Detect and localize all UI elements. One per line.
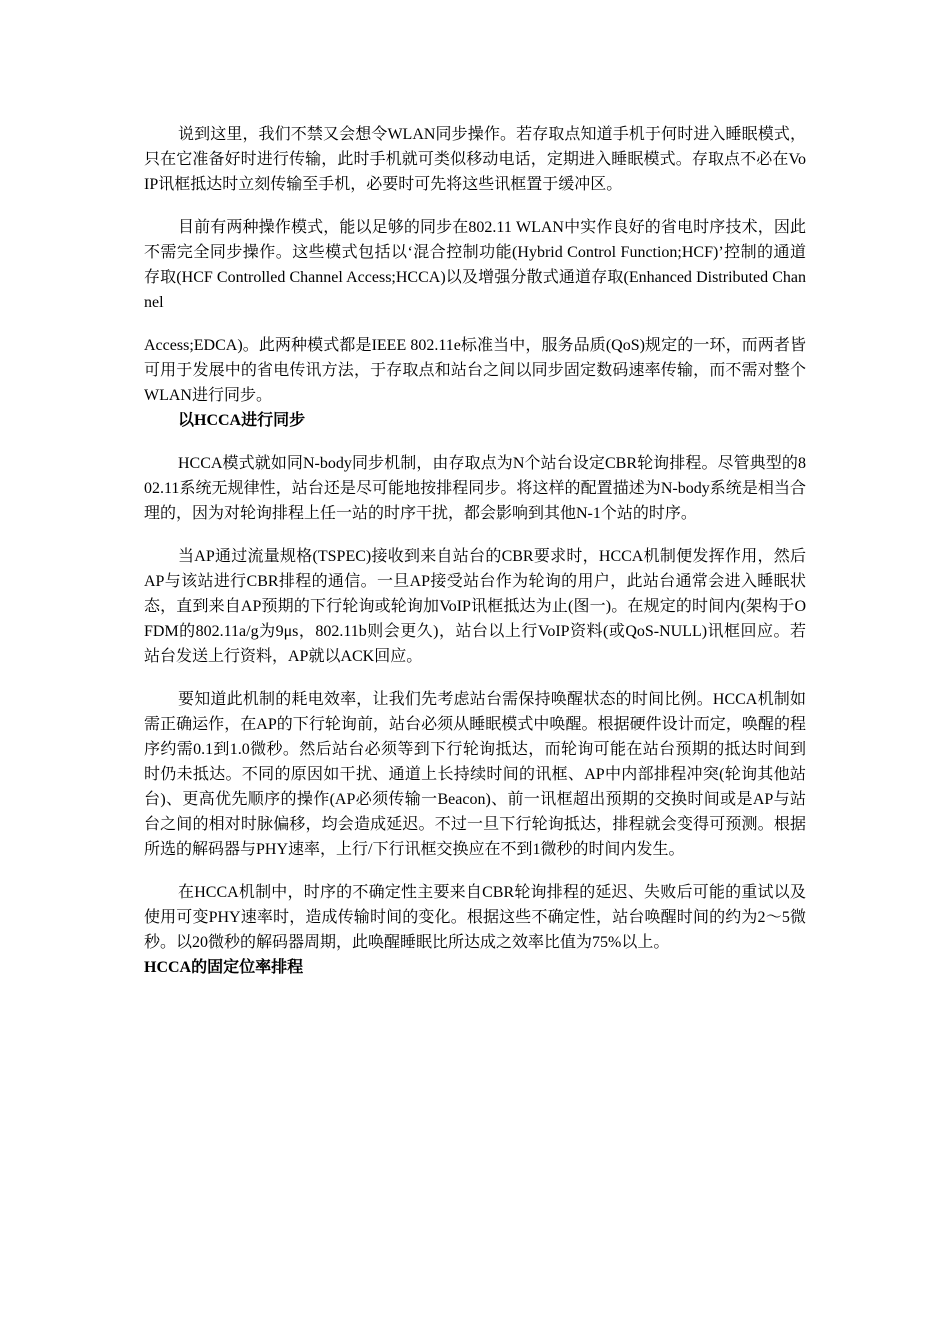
paragraph-wlan-sync-intro: 说到这里，我们不禁又会想令WLAN同步操作。若存取点知道手机于何时进入睡眠模式，只在它准备好时进行传输，此时手机就可类似移动电话，定期进入睡眠模式。存取点不必在VoIP讯框抵达时立刻传输至手机，必要时可先将这些讯框置于缓冲区。: [144, 126, 806, 193]
paragraph-operation-modes: 目前有两种操作模式，能以足够的同步在802.11 WLAN中实作良好的省电时序技术，因此不需完全同步操作。这些模式包括以‘混合控制功能(Hybrid Control Function;HCF)’控制的通道存取(HCF Controlled Channel Access;HCCA)以及增强分散式通道存取(Enhanced Distributed Channel: [144, 219, 806, 311]
section-heading-hcca-sync: 以HCCA进行同步: [178, 412, 306, 429]
paragraph-edca-qos: Access;EDCA)。此两种模式都是IEEE 802.11e标准当中，服务品质(QoS)规定的一环，而两者皆可用于发展中的省电传讯方法，于存取点和站台之间以同步固定数码速率传输，而不需对整个WLAN进行同步。: [144, 337, 806, 404]
paragraph-hcca-nbody: HCCA模式就如同N-body同步机制，由存取点为N个站台设定CBR轮询排程。尽管典型的802.11系统无规律性，站台还是尽可能地按排程同步。将这样的配置描述为N-body系统是相当合理的，因为对轮询排程上任一站的时序干扰，都会影响到其他N-1个站的时序。: [144, 455, 806, 522]
document-page: [144, 122, 806, 980]
section-heading-hcca-cbr-schedule: HCCA的固定位率排程: [144, 959, 304, 976]
paragraph-power-efficiency: 要知道此机制的耗电效率，让我们先考虑站台需保持唤醒状态的时间比例。HCCA机制如需正确运作，在AP的下行轮询前，站台必须从睡眠模式中唤醒。根据硬件设计而定，唤醒的程序约需0.1到1.0微秒。然后站台必须等到下行轮询抵达，而轮询可能在站台预期的抵达时间到时仍未抵达。不同的原因如干扰、通道上长持续时间的讯框、AP中内部排程冲突(轮询其他站台)、更高优先顺序的操作(AP必须传输一Beacon)、前一讯框超出预期的交换时间或是AP与站台之间的相对时脉偏移，均会造成延迟。不过一旦下行轮询抵达，排程就会变得可预测。根据所选的解码器与PHY速率，上行/下行讯框交换应在不到1微秒的时间内发生。: [144, 691, 806, 858]
paragraph-timing-uncertainty: 在HCCA机制中，时序的不确定性主要来自CBR轮询排程的延迟、失败后可能的重试以及使用可变PHY速率时，造成传输时间的变化。根据这些不确定性，站台唤醒时间的约为2～5微秒。以20微秒的解码器周期，此唤醒睡眠比所达成之效率比值为75%以上。: [144, 884, 806, 951]
paragraph-tspec-polling: 当AP通过流量规格(TSPEC)接收到来自站台的CBR要求时，HCCA机制便发挥作用，然后AP与该站进行CBR排程的通信。一旦AP接受站台作为轮询的用户，此站台通常会进入睡眠状态，直到来自AP预期的下行轮询或轮询加VoIP讯框抵达为止(图一)。在规定的时间内(架构于OFDM的802.11a/g为9μs，802.11b则会更久)，站台以上行VoIP资料(或QoS-NULL)讯框回应。若站台发送上行资料，AP就以ACK回应。: [144, 548, 806, 665]
